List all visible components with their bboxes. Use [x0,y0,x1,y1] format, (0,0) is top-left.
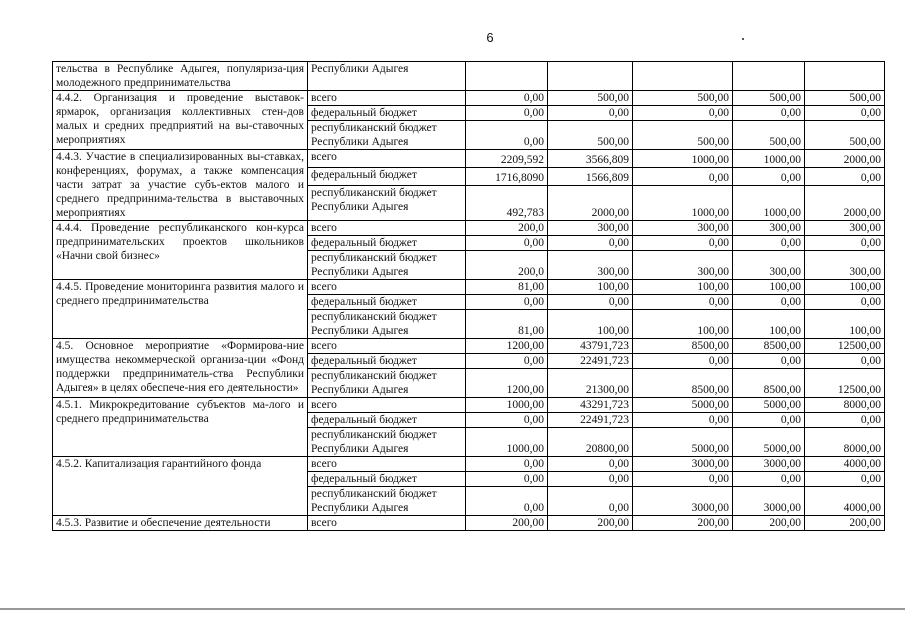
amount-cell: 0,00 [805,236,885,251]
amount-cell: 0,00 [466,236,548,251]
amount-cell: 100,00 [548,280,633,295]
amount-cell: 0,00 [548,472,633,487]
amount-cell: 81,00 [466,280,548,295]
amount-cell: 100,00 [805,280,885,295]
amount-cell: 300,00 [548,251,633,280]
funding-source: федеральный бюджет [308,106,466,121]
measure-description: 4.5.2. Капитализация гарантийного фонда [53,457,308,516]
amount-cell: 0,00 [466,472,548,487]
amount-cell: 3566,809 [548,150,633,168]
funding-source: всего [308,150,466,168]
amount-cell: 8500,00 [633,339,733,354]
amount-cell: 300,00 [633,251,733,280]
amount-cell: 3000,00 [633,487,733,516]
amount-cell: 81,00 [466,310,548,339]
amount-cell: 20800,00 [548,428,633,457]
table-row [53,280,885,295]
amount-cell: 0,00 [733,106,805,121]
amount-cell: 0,00 [466,106,548,121]
amount-cell: 1200,00 [466,339,548,354]
amount-cell: 492,783 [466,186,548,221]
amount-cell: 0,00 [805,472,885,487]
measure-description: 4.4.3. Участие в специализированных вы-ставках, конференциях, форумах, а также компенсация части затрат за участие субъ-ектов малого и среднего предпринима-тельства в выставочных мероприятиях [53,150,308,221]
amount-cell: 2000,00 [805,186,885,221]
amount-cell: 8500,00 [633,369,733,398]
amount-cell: 1000,00 [733,150,805,168]
amount-cell: 100,00 [633,310,733,339]
table-row [53,150,885,168]
amount-cell: 1000,00 [633,186,733,221]
table-row [53,398,885,413]
amount-cell [733,62,805,91]
amount-cell: 1000,00 [466,398,548,413]
amount-cell: 0,00 [733,168,805,186]
funding-source: республиканский бюджет Республики Адыгея [308,487,466,516]
amount-cell: 0,00 [633,413,733,428]
amount-cell: 22491,723 [548,413,633,428]
amount-cell [548,62,633,91]
funding-source: республиканский бюджет Республики Адыгея [308,369,466,398]
amount-cell: 300,00 [633,221,733,236]
amount-cell: 0,00 [805,413,885,428]
amount-cell: 0,00 [633,168,733,186]
amount-cell: 500,00 [548,91,633,106]
amount-cell: 300,00 [733,221,805,236]
measure-description: 4.4.2. Организация и проведение выставок-ярмарок, организация коллективных стен-дов малых и средних предприятий на вы-ставочных мероприятиях [53,91,308,150]
amount-cell: 0,00 [633,236,733,251]
amount-cell: 500,00 [633,121,733,150]
measure-description: 4.5. Основное мероприятие «Формирова-ние имущества некоммерческой организа-ции «Фонд поддержки предприниматель-ства Республики Адыгея» в целях обеспече-ния его деятельности» [53,339,308,398]
amount-cell: 1200,00 [466,369,548,398]
amount-cell: 1566,809 [548,168,633,186]
amount-cell: 100,00 [733,310,805,339]
funding-source: федеральный бюджет [308,168,466,186]
amount-cell: 0,00 [466,354,548,369]
amount-cell: 21300,00 [548,369,633,398]
funding-source: федеральный бюджет [308,295,466,310]
amount-cell: 1716,8090 [466,168,548,186]
amount-cell: 0,00 [733,413,805,428]
amount-cell [466,62,548,91]
funding-source: федеральный бюджет [308,413,466,428]
amount-cell: 0,00 [466,91,548,106]
table-row [53,339,885,354]
amount-cell: 0,00 [548,487,633,516]
budget-table [52,61,885,531]
amount-cell: 5000,00 [733,428,805,457]
funding-source: всего [308,398,466,413]
table-row [53,516,885,531]
amount-cell: 100,00 [805,310,885,339]
funding-source: федеральный бюджет [308,236,466,251]
table-row [53,62,885,91]
amount-cell: 5000,00 [733,398,805,413]
measure-description: 4.4.4. Проведение республиканского кон-курса предпринимательских проектов школьников «Начни свой бизнес» [53,221,308,280]
funding-source: всего [308,516,466,531]
amount-cell: 8000,00 [805,398,885,413]
measure-description: 4.5.1. Микрокредитование субъектов ма-лого и среднего предпринимательства [53,398,308,457]
table-row [53,221,885,236]
amount-cell: 500,00 [805,121,885,150]
amount-cell: 0,00 [466,121,548,150]
table-row [53,457,885,472]
amount-cell: 300,00 [805,251,885,280]
amount-cell: 0,00 [805,106,885,121]
page-number: 6 [486,30,494,45]
amount-cell: 43291,723 [548,398,633,413]
funding-source: всего [308,339,466,354]
amount-cell: 2000,00 [805,150,885,168]
amount-cell: 0,00 [548,457,633,472]
funding-source: республиканский бюджет Республики Адыгея [308,310,466,339]
amount-cell: 0,00 [466,457,548,472]
amount-cell: 100,00 [548,310,633,339]
amount-cell: 500,00 [548,121,633,150]
amount-cell: 1000,00 [633,150,733,168]
funding-source: федеральный бюджет [308,354,466,369]
amount-cell [805,62,885,91]
funding-source: Республики Адыгея [308,62,466,91]
amount-cell: 0,00 [805,168,885,186]
amount-cell: 12500,00 [805,339,885,354]
amount-cell: 0,00 [548,236,633,251]
amount-cell: 200,0 [466,251,548,280]
amount-cell: 0,00 [466,487,548,516]
amount-cell: 1000,00 [466,428,548,457]
amount-cell: 0,00 [805,354,885,369]
amount-cell: 100,00 [733,280,805,295]
amount-cell: 500,00 [805,91,885,106]
amount-cell: 0,00 [633,472,733,487]
amount-cell: 300,00 [733,251,805,280]
amount-cell: 500,00 [733,91,805,106]
page-bottom-edge [0,608,905,610]
amount-cell: 1000,00 [733,186,805,221]
amount-cell: 0,00 [633,106,733,121]
amount-cell: 200,00 [733,516,805,531]
funding-source: всего [308,457,466,472]
amount-cell: 22491,723 [548,354,633,369]
funding-source: республиканский бюджет Республики Адыгея [308,121,466,150]
amount-cell: 300,00 [548,221,633,236]
amount-cell: 0,00 [466,413,548,428]
scan-dot [742,38,744,40]
measure-description: тельства в Республике Адыгея, популяриза-ция молодежного предпринимательства [53,62,308,91]
amount-cell: 100,00 [633,280,733,295]
amount-cell: 0,00 [548,106,633,121]
amount-cell: 5000,00 [633,428,733,457]
funding-source: всего [308,280,466,295]
amount-cell: 0,00 [733,472,805,487]
table-row [53,91,885,106]
amount-cell: 0,00 [548,295,633,310]
amount-cell: 5000,00 [633,398,733,413]
amount-cell: 8500,00 [733,339,805,354]
funding-source: всего [308,221,466,236]
funding-source: всего [308,91,466,106]
amount-cell: 3000,00 [733,487,805,516]
amount-cell: 0,00 [633,354,733,369]
amount-cell: 12500,00 [805,369,885,398]
measure-description: 4.4.5. Проведение мониторинга развития малого и среднего предпринимательства [53,280,308,339]
measure-description: 4.5.3. Развитие и обеспечение деятельности [53,516,308,531]
amount-cell: 0,00 [733,354,805,369]
amount-cell [633,62,733,91]
amount-cell: 43791,723 [548,339,633,354]
amount-cell: 200,00 [633,516,733,531]
funding-source: республиканский бюджет Республики Адыгея [308,428,466,457]
amount-cell: 200,00 [466,516,548,531]
amount-cell: 200,00 [548,516,633,531]
amount-cell: 2000,00 [548,186,633,221]
amount-cell: 200,00 [805,516,885,531]
amount-cell: 0,00 [633,295,733,310]
amount-cell: 300,00 [805,221,885,236]
amount-cell: 2209,592 [466,150,548,168]
amount-cell: 4000,00 [805,487,885,516]
amount-cell: 0,00 [466,295,548,310]
funding-source: федеральный бюджет [308,472,466,487]
amount-cell: 0,00 [733,236,805,251]
funding-source: республиканский бюджет Республики Адыгея [308,251,466,280]
amount-cell: 200,0 [466,221,548,236]
amount-cell: 0,00 [733,295,805,310]
amount-cell: 8500,00 [733,369,805,398]
amount-cell: 500,00 [733,121,805,150]
amount-cell: 3000,00 [733,457,805,472]
amount-cell: 0,00 [805,295,885,310]
amount-cell: 8000,00 [805,428,885,457]
amount-cell: 3000,00 [633,457,733,472]
amount-cell: 4000,00 [805,457,885,472]
funding-source: республиканский бюджет Республики Адыгея [308,186,466,221]
amount-cell: 500,00 [633,91,733,106]
